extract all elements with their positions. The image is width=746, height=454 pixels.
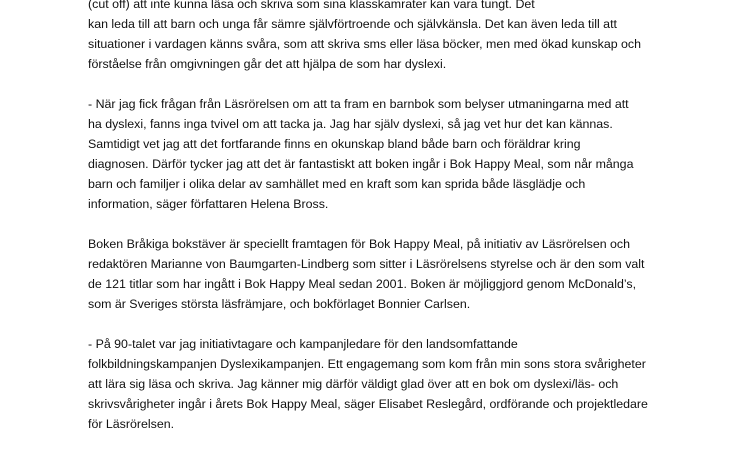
- text-line: redaktören Marianne von Baumgarten-Lindberg som sitter i Läsrörelsens styrelse och är den som valt: [88, 257, 645, 271]
- document-body: [88, 0, 688, 454]
- text-line: diagnosen. Därför tycker jag att det är fantastiskt att boken ingår i Bok Happy Meal, som når många: [88, 157, 634, 171]
- text-line: Boken Bråkiga bokstäver är speciellt framtagen för Bok Happy Meal, på initiativ av Läsrörelsen och: [88, 237, 631, 251]
- paragraph-author-quote: [88, 94, 688, 214]
- paragraph-book-background: [88, 234, 688, 314]
- text-line: för Läsrörelsen.: [88, 417, 175, 431]
- text-line: de 121 titlar som har ingått i Bok Happy Meal sedan 2001. Boken är möjliggjord genom McDonald’s,: [88, 277, 637, 291]
- text-line: kan leda till att barn och unga får sämre självförtroende och självkänsla. Det kan även leda till att: [88, 17, 617, 31]
- text-line: - När jag fick frågan från Läsrörelsen om att ta fram en barnbok som belyser utmaningarna med att: [88, 97, 629, 111]
- text-line: folkbildningskampanjen Dyslexikampanjen. Ett engagemang som kom från min sons stora svårigheter: [88, 357, 646, 371]
- text-line: skrivsvårigheter ingår i årets Bok Happy Meal, säger Elisabet Reslegård, ordförande och projektledare: [88, 397, 648, 411]
- text-line: Samtidigt vet jag att det fortfarande finns en okunskap bland både barn och föräldrar kring: [88, 137, 581, 151]
- text-line: ha dyslexi, fanns inga tvivel om att tacka ja. Jag har själv dyslexi, så jag vet hur det kan kännas.: [88, 117, 613, 131]
- paragraph-chair-quote: [88, 334, 688, 434]
- text-line: förståelse från omgivningen går det att hjälpa de som har dyslexi.: [88, 57, 447, 71]
- text-line: barn och familjer i olika delar av samhället med en kraft som kan sprida både läsglädje och: [88, 177, 586, 191]
- paragraph-dyslexia-impact: [88, 0, 688, 74]
- text-line: situationer i vardagen känns svåra, som att skriva sms eller läsa böcker, men med ökad kunskap och: [88, 37, 642, 51]
- text-line: som är Sveriges största läsfrämjare, och bokförlaget Bonnier Carlsen.: [88, 297, 471, 311]
- text-line: information, säger författaren Helena Bross.: [88, 197, 329, 211]
- text-line: (cut off) att inte kunna läsa och skriva som sina klasskamrater kan vara tungt. Det: [88, 0, 535, 11]
- text-line: - På 90-talet var jag initiativtagare och kampanjledare för den landsomfattande: [88, 337, 518, 351]
- text-line: att lära sig läsa och skriva. Jag känner mig därför väldigt glad över att en bok om dyslexi/läs- och: [88, 377, 619, 391]
